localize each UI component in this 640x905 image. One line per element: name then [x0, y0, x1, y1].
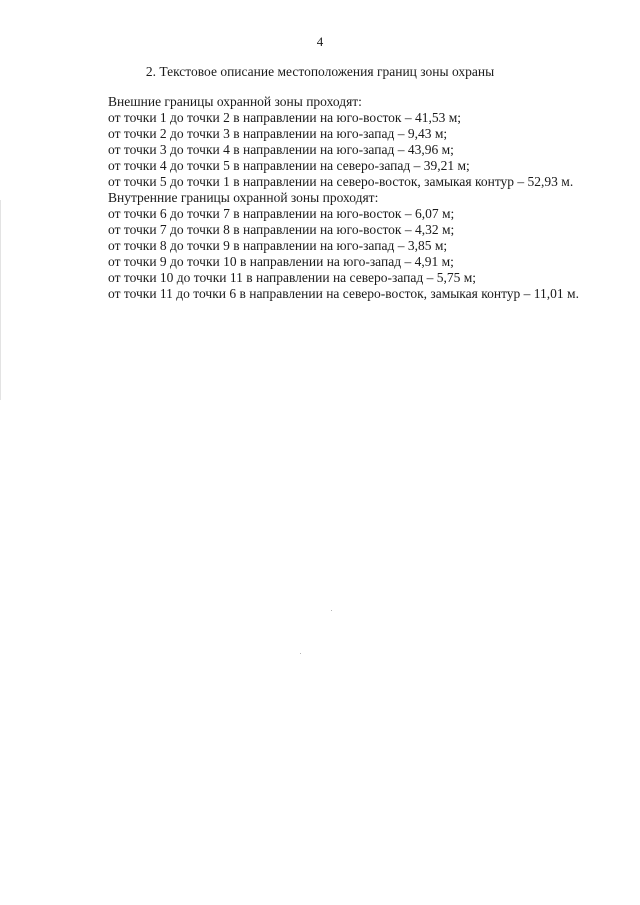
- outer-boundary-segment: от точки 2 до точки 3 в направлении на юго-запад – 9,43 м;: [108, 126, 448, 141]
- inner-boundaries-intro: Внутренние границы охранной зоны проходят:: [108, 190, 379, 205]
- scan-speck: [300, 653, 301, 654]
- inner-boundary-segment: от точки 7 до точки 8 в направлении на юго-восток – 4,32 м;: [108, 222, 455, 237]
- inner-boundary-closing-segment: от точки 11 до точки 6 в направлении на северо-восток, замыкая контур – 11,01 м.: [108, 286, 579, 301]
- outer-boundary-segment: от точки 1 до точки 2 в направлении на юго-восток – 41,53 м;: [108, 110, 462, 125]
- outer-boundary-segment: от точки 3 до точки 4 в направлении на юго-запад – 43,96 м;: [108, 142, 454, 157]
- outer-boundary-segment: от точки 4 до точки 5 в направлении на северо-запад – 39,21 м;: [108, 158, 470, 173]
- inner-boundary-segment: от точки 6 до точки 7 в направлении на юго-восток – 6,07 м;: [108, 206, 455, 221]
- inner-boundary-segment: от точки 8 до точки 9 в направлении на юго-запад – 3,85 м;: [108, 238, 448, 253]
- inner-boundary-segment: от точки 10 до точки 11 в направлении на северо-запад – 5,75 м;: [108, 270, 477, 285]
- outer-boundary-closing-segment: от точки 5 до точки 1 в направлении на северо-восток, замыкая контур – 52,93 м.: [108, 174, 574, 189]
- outer-boundaries-intro: Внешние границы охранной зоны проходят:: [108, 94, 362, 109]
- page-number: 4: [316, 34, 324, 49]
- section-heading: 2. Текстовое описание местоположения границ зоны охраны: [145, 64, 495, 79]
- boundary-description: [72, 94, 603, 302]
- scan-speck: [331, 610, 332, 611]
- inner-boundary-segment: от точки 9 до точки 10 в направлении на юго-запад – 4,91 м;: [108, 254, 454, 269]
- scan-edge-shadow: [0, 200, 1, 400]
